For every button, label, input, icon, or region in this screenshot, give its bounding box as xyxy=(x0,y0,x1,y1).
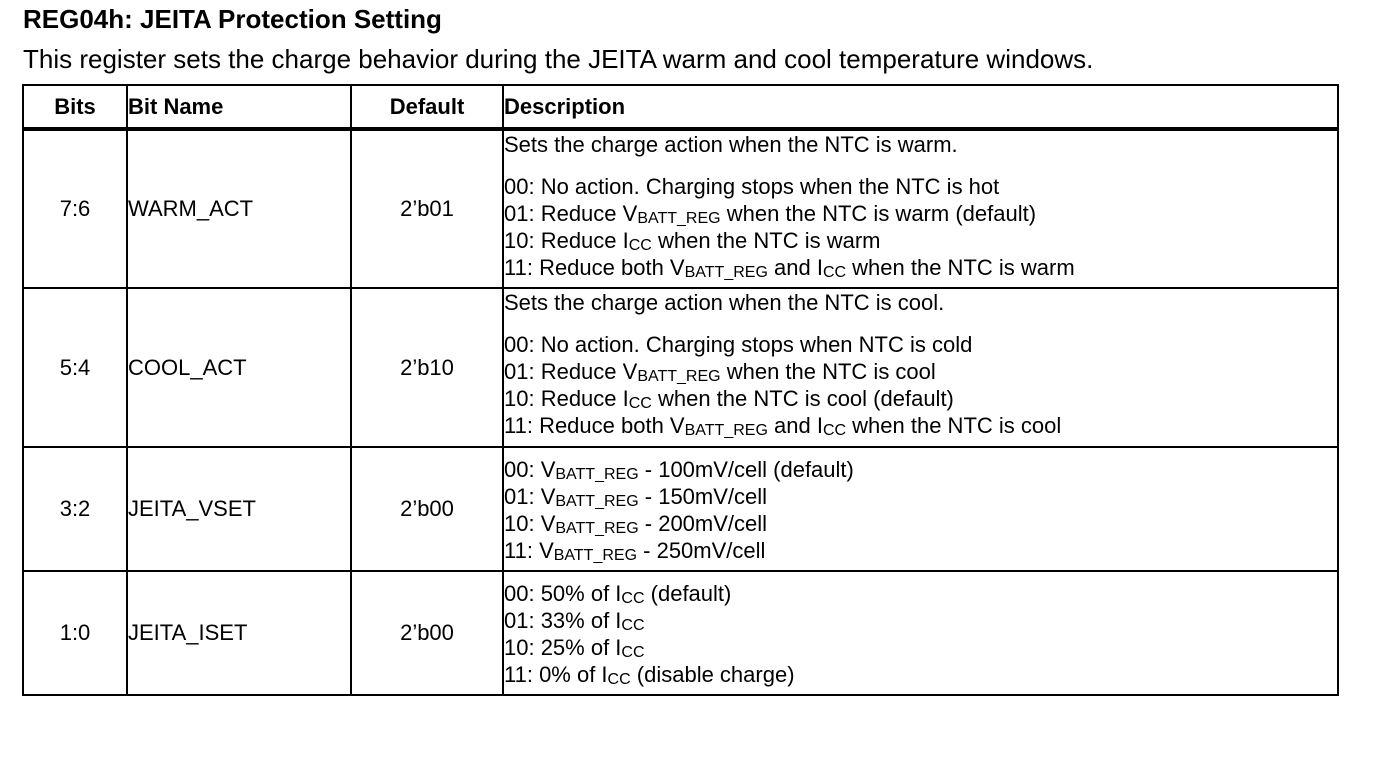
description-line: 11: $V_{BATT\_REG}$ - 250mV/cell xyxy=(504,538,766,564)
description-line: 11: 0% of $I_{CC}$ (disable charge) xyxy=(504,662,795,688)
description-line: 01: $V_{BATT\_REG}$ - 150mV/cell xyxy=(504,484,768,510)
cell-bits: 7:6 xyxy=(23,129,127,288)
header-default: Default xyxy=(351,85,503,129)
cell-bit-name: JEITA_ISET xyxy=(127,571,351,695)
description-line: 11: Reduce both $V_{BATT\_REG}$ and $I_{CC}$ when the NTC is cool xyxy=(504,413,1062,439)
cell-description xyxy=(503,129,1338,288)
description-line: 01: Reduce $V_{BATT\_REG}$ when the NTC is cool xyxy=(504,359,936,385)
header-bits: Bits xyxy=(23,85,127,129)
description-line: 00: 50% of $I_{CC}$ (default) xyxy=(504,581,732,607)
cell-default: 2’b10 xyxy=(351,288,503,447)
cell-description xyxy=(503,288,1338,447)
table-row xyxy=(23,571,1338,695)
description-line: 10: Reduce $I_{CC}$ when the NTC is warm xyxy=(504,228,881,254)
description-line: 10: 25% of $I_{CC}$ xyxy=(504,635,645,661)
cell-bits: 5:4 xyxy=(23,288,127,447)
cell-description xyxy=(503,447,1338,571)
cell-bit-name: JEITA_VSET xyxy=(127,447,351,571)
cell-default: 2’b00 xyxy=(351,571,503,695)
description-line: 00: No action. Charging stops when the NTC is hot xyxy=(504,174,1000,199)
register-description: This register sets the charge behavior during the JEITA warm and cool temperature windows. xyxy=(23,44,1094,74)
register-title: REG04h: JEITA Protection Setting xyxy=(23,4,442,34)
table-row xyxy=(23,129,1338,288)
cell-bits: 1:0 xyxy=(23,571,127,695)
register-table xyxy=(22,84,1339,696)
cell-description xyxy=(503,571,1338,695)
cell-bit-name: COOL_ACT xyxy=(127,288,351,447)
description-line: 10: $V_{BATT\_REG}$ - 200mV/cell xyxy=(504,511,768,537)
description-intro: Sets the charge action when the NTC is warm. xyxy=(504,132,958,157)
table-row xyxy=(23,288,1338,447)
table-row xyxy=(23,447,1338,571)
description-line: 10: Reduce $I_{CC}$ when the NTC is cool (default) xyxy=(504,386,954,412)
description-line: 01: 33% of $I_{CC}$ xyxy=(504,608,645,634)
cell-default: 2’b01 xyxy=(351,129,503,288)
header-bit-name: Bit Name xyxy=(127,85,351,129)
header-description: Description xyxy=(503,85,1338,129)
table-header-row xyxy=(23,85,1338,129)
cell-default: 2’b00 xyxy=(351,447,503,571)
description-line: 11: Reduce both $V_{BATT\_REG}$ and $I_{CC}$ when the NTC is warm xyxy=(504,255,1075,281)
cell-bit-name: WARM_ACT xyxy=(127,129,351,288)
description-line: 00: No action. Charging stops when NTC is cold xyxy=(504,332,973,357)
description-line: 01: Reduce $V_{BATT\_REG}$ when the NTC is warm (default) xyxy=(504,201,1037,227)
description-intro: Sets the charge action when the NTC is cool. xyxy=(504,290,945,315)
description-line: 00: $V_{BATT\_REG}$ - 100mV/cell (default) xyxy=(504,457,854,483)
cell-bits: 3:2 xyxy=(23,447,127,571)
